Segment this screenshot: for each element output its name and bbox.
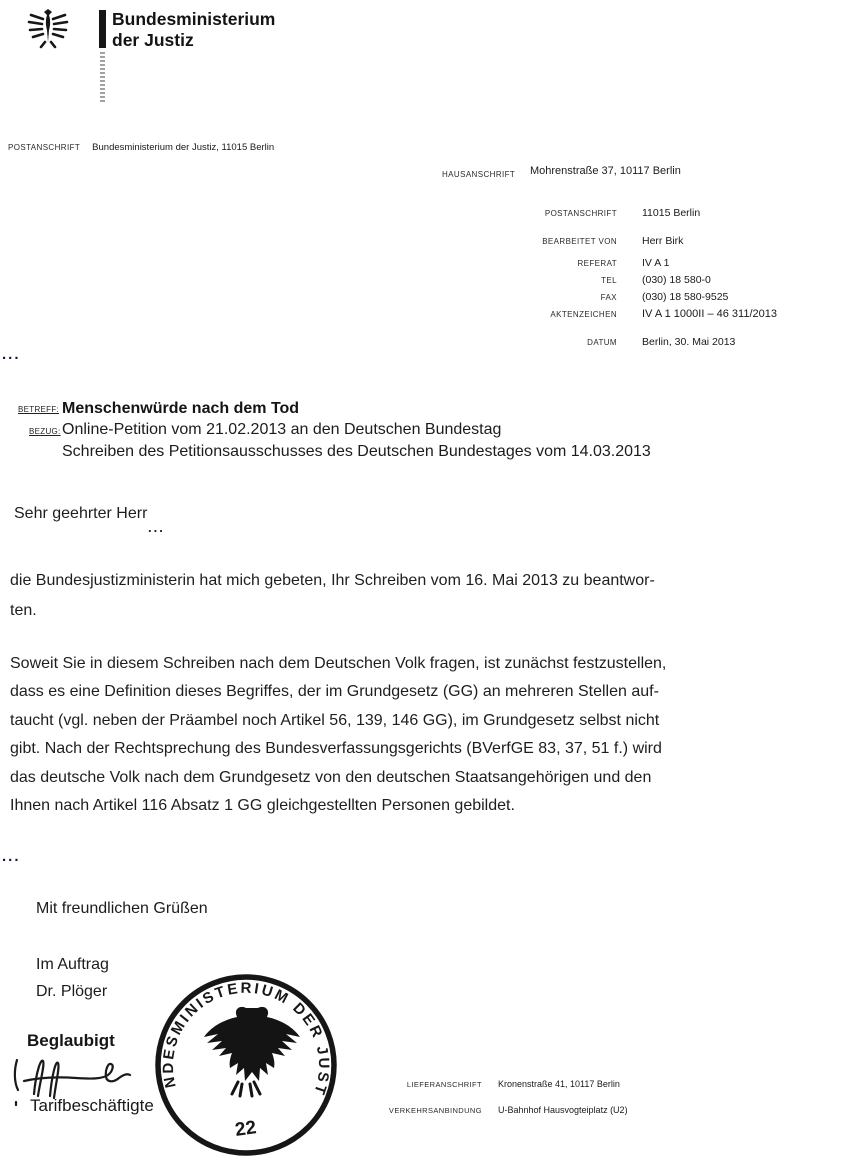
sender-address-label: POSTANSCHRIFT [8, 143, 81, 152]
body-line: Soweit Sie in diesem Schreiben nach dem Deutschen Volk fragen, ist zunächst festzustellen, [10, 655, 667, 672]
footer-label: VERKEHRSANBINDUNG [388, 1106, 482, 1115]
body-line: ten. [10, 602, 37, 619]
closing-signer-name: Dr. Plöger [36, 983, 108, 1000]
ministry-name-line1: Bundesministerium [112, 9, 276, 29]
contact-value: Berlin, 30. Mai 2013 [642, 336, 736, 348]
body-line: die Bundesjustizministerin hat mich gebeten, Ihr Schreiben vom 16. Mai 2013 zu beantwor- [10, 572, 655, 589]
stamp-number: 22 [233, 1117, 258, 1141]
contact-row-tel [430, 274, 850, 286]
ministry-name [112, 9, 275, 51]
salutation: Sehr geehrter Herr [14, 505, 148, 522]
sender-address-line [8, 142, 274, 153]
stamp-eagle-icon [204, 1007, 300, 1096]
contact-label: FAX [600, 293, 617, 302]
body-line: gibt. Nach der Rechtsprechung des Bundesverfassungsgerichts (BVerfGE 83, 37, 51 f.) wird [10, 740, 662, 758]
hausanschrift-value: Mohrenstraße 37, 10117 Berlin [530, 165, 681, 177]
contact-value: Herr Birk [642, 235, 684, 247]
paragraph-1 [10, 566, 655, 626]
redaction-mark: ... [2, 346, 21, 363]
footer-row-lieferanschrift [340, 1079, 620, 1089]
contact-label: POSTANSCHRIFT [544, 209, 617, 218]
certifier-title: Tarifbeschäftigte [30, 1096, 154, 1115]
footer-row-verkehrsanbindung [340, 1105, 628, 1115]
contact-row-bearbeitet-von [430, 235, 850, 247]
contact-value: (030) 18 580-9525 [642, 291, 729, 303]
subject-label: BETREFF: [18, 405, 60, 414]
subject-value: Menschenwürde nach dem Tod [62, 400, 300, 417]
federal-eagle-logo-icon [27, 6, 69, 50]
contact-row-postanschrift [430, 207, 850, 219]
closing-greeting: Mit freundlichen Grüßen [36, 900, 208, 917]
contact-row-aktenzeichen [430, 308, 850, 320]
logo-divider-bar [99, 10, 106, 48]
contact-label: TEL [601, 276, 617, 285]
closing-im-auftrag: Im Auftrag [36, 956, 109, 973]
footer-value: U-Bahnhof Hausvogteiplatz (U2) [498, 1105, 628, 1115]
footer-value: Kronenstraße 41, 10117 Berlin [498, 1079, 620, 1089]
ministry-round-stamp [148, 970, 344, 1162]
contact-label: AKTENZEICHEN [550, 310, 617, 319]
stamp-curved-text: NDESMINISTERIUM DER JUST [159, 979, 333, 1099]
contact-value: (030) 18 580-0 [642, 274, 711, 286]
body-line: Ihnen nach Artikel 116 Absatz 1 GG gleichgestellten Personen gebildet. [10, 797, 515, 815]
contact-value: 11015 Berlin [642, 207, 701, 219]
contact-label: REFERAT [577, 259, 617, 268]
body-line: taucht (vgl. neben der Präambel noch Artikel 56, 139, 146 GG), im Grundgesetz selbst nicht [10, 711, 660, 729]
reference-line2: Schreiben des Petitionsausschusses des Deutschen Bundestages vom 14.03.2013 [62, 443, 651, 460]
body-line: dass es eine Definition dieses Begriffes, der im Grundgesetz (GG) an mehreren Stellen auf- [10, 683, 659, 701]
contact-value: IV A 1 1000II – 46 311/2013 [642, 308, 777, 320]
certified-label: Beglaubigt [27, 1031, 115, 1050]
footer-label: LIEFERANSCHRIFT [406, 1080, 482, 1089]
reference-line1: Online-Petition vom 21.02.2013 an den Deutschen Bundestag [62, 421, 502, 438]
contact-row-fax [430, 291, 850, 303]
hausanschrift-label: HAUSANSCHRIFT [442, 170, 516, 179]
contact-label: DATUM [587, 338, 617, 347]
contact-row-referat [430, 257, 850, 269]
ministry-name-line2: der Justiz [112, 30, 194, 50]
sender-address-value: Bundesministerium der Justiz, 11015 Berlin [92, 142, 275, 153]
contact-value: IV A 1 [642, 257, 670, 269]
paragraph-2 [10, 650, 666, 820]
contact-row-datum [430, 336, 850, 348]
redaction-mark: ... [148, 520, 165, 535]
reference-label: BEZUG: [29, 427, 61, 436]
micro-text-strip [100, 52, 105, 102]
redaction-mark: ... [2, 848, 21, 865]
contact-label: BEARBEITET VON [542, 237, 617, 246]
body-line: das deutsche Volk nach dem Grundgesetz von den deutschen Staatsangehörigen und den [10, 768, 652, 786]
